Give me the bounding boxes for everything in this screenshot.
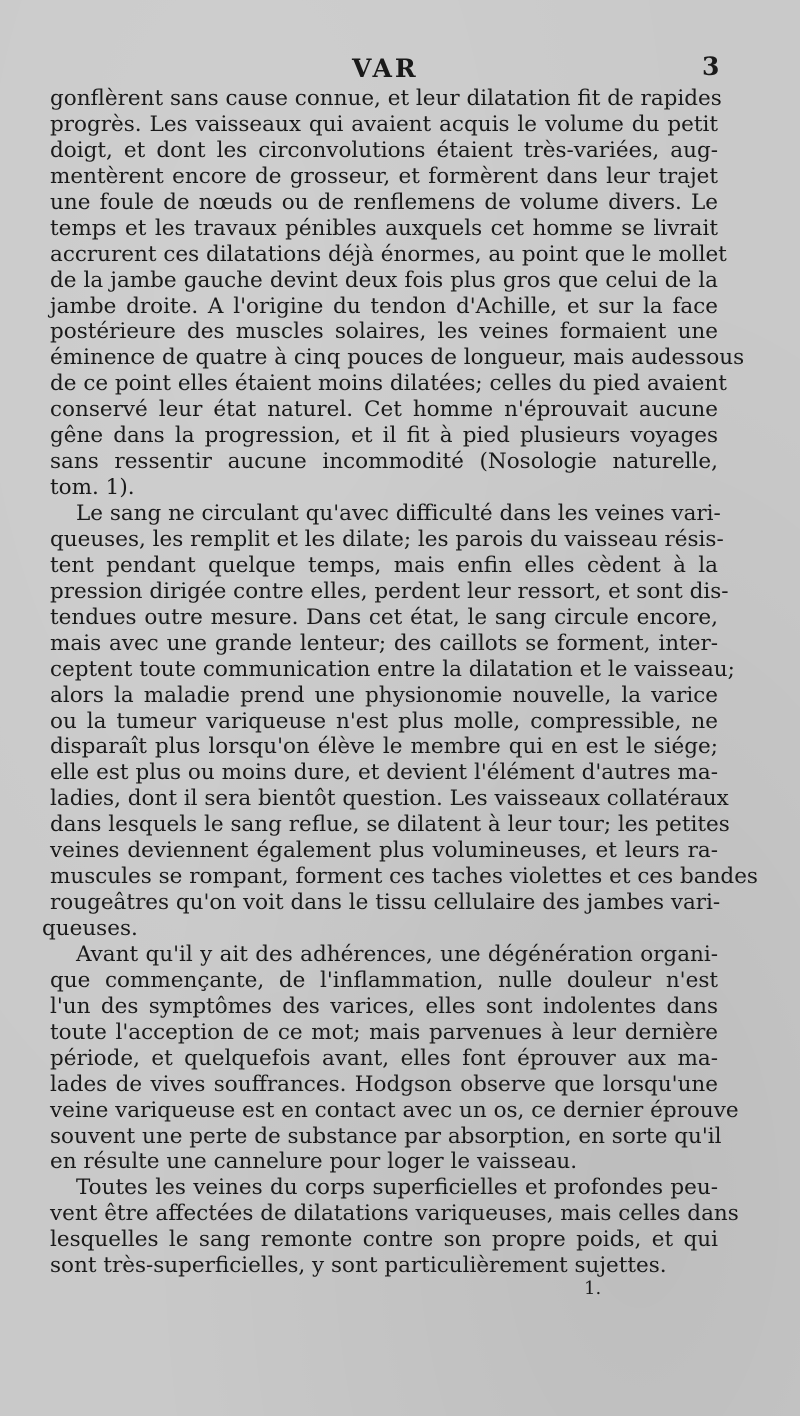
text-line: lades de vives souffrances. Hodgson observe que lorsqu'une bbox=[50, 1071, 718, 1097]
text-line: de la jambe gauche devint deux fois plus gros que celui de la bbox=[50, 267, 718, 293]
text-line: période, et quelquefois avant, elles font éprouver aux ma- bbox=[50, 1045, 718, 1071]
text-line: tom. 1). bbox=[50, 475, 135, 501]
text-line: postérieure des muscles solaires, les veines formaient une bbox=[50, 319, 718, 345]
text-line: rougeâtres qu'on voit dans le tissu cellulaire des jambes vari- bbox=[50, 890, 721, 916]
text-line: accrurent ces dilatations déjà énormes, au point que le mollet bbox=[50, 241, 727, 267]
signature-mark: 1. bbox=[584, 1278, 602, 1299]
text-line: progrès. Les vaisseaux qui avaient acquis le volume du petit bbox=[50, 111, 718, 137]
text-line: toute l'acception de ce mot; mais parvenues à leur dernière bbox=[50, 1019, 718, 1045]
text-line: ou la tumeur variqueuse n'est plus molle, compressible, ne bbox=[50, 708, 718, 734]
text-line: de ce point elles étaient moins dilatées; celles du pied avaient bbox=[50, 371, 727, 397]
text-line: veine variqueuse est en contact avec un os, ce dernier éprouve bbox=[50, 1097, 739, 1123]
text-line: queuses. bbox=[42, 916, 138, 941]
text-line: gêne dans la progression, et il fit à pied plusieurs voyages bbox=[50, 423, 718, 449]
text-line: une foule de nœuds ou de renflemens de volume divers. Le bbox=[50, 189, 718, 215]
text-line: Le sang ne circulant qu'avec difficulté dans les veines vari- bbox=[76, 501, 721, 526]
text-line: muscules se rompant, forment ces taches violettes et ces bandes bbox=[50, 864, 758, 890]
running-head bbox=[0, 52, 800, 86]
text-line: tendues outre mesure. Dans cet état, le sang circule encore, bbox=[50, 604, 718, 630]
text-line: que commençante, de l'inflammation, nulle douleur n'est bbox=[50, 967, 718, 993]
page-header-title: VAR bbox=[352, 54, 419, 83]
text-line: temps et les travaux pénibles auxquels cet homme se livrait bbox=[50, 215, 718, 241]
page-number: 3 bbox=[702, 52, 720, 81]
text-line: sans ressentir aucune incommodité (Nosologie naturelle, bbox=[50, 449, 718, 475]
text-line: veines deviennent également plus volumineuses, et leurs ra- bbox=[50, 838, 718, 864]
text-line: dans lesquels le sang reflue, se dilatent à leur tour; les petites bbox=[50, 812, 730, 838]
text-line: souvent une perte de substance par absorption, en sorte qu'il bbox=[50, 1123, 722, 1149]
text-line: sont très-superficielles, y sont particulièrement sujettes. bbox=[50, 1253, 667, 1279]
text-line: disparaît plus lorsqu'on élève le membre qui en est le siége; bbox=[50, 734, 718, 760]
text-line: l'un des symptômes des varices, elles sont indolentes dans bbox=[50, 993, 718, 1019]
text-line: vent être affectées de dilatations variqueuses, mais celles dans bbox=[50, 1201, 739, 1227]
body-text bbox=[42, 86, 758, 1279]
text-line: Avant qu'il y ait des adhérences, une dégénération organi- bbox=[76, 941, 718, 967]
text-line: mais avec une grande lenteur; des caillots se forment, inter- bbox=[50, 630, 718, 656]
text-line: tent pendant quelque temps, mais enfin elles cèdent à la bbox=[50, 552, 718, 578]
text-line: ceptent toute communication entre la dilatation et le vaisseau; bbox=[50, 656, 735, 682]
text-line: mentèrent encore de grosseur, et formèrent dans leur trajet bbox=[50, 163, 718, 189]
text-line: jambe droite. A l'origine du tendon d'Achille, et sur la face bbox=[50, 293, 718, 319]
text-line: ladies, dont il sera bientôt question. Les vaisseaux collatéraux bbox=[50, 786, 729, 812]
text-line: Toutes les veines du corps superficielles et profondes peu- bbox=[76, 1175, 718, 1201]
text-line: alors la maladie prend une physionomie nouvelle, la varice bbox=[50, 682, 718, 708]
text-line: éminence de quatre à cinq pouces de longueur, mais audessous bbox=[50, 345, 745, 371]
text-line: lesquelles le sang remonte contre son propre poids, et qui bbox=[50, 1227, 718, 1253]
text-line: doigt, et dont les circonvolutions étaient très-variées, aug- bbox=[50, 137, 718, 163]
text-line: en résulte une cannelure pour loger le vaisseau. bbox=[50, 1149, 578, 1175]
text-line: conservé leur état naturel. Cet homme n'éprouvait aucune bbox=[50, 397, 718, 423]
text-line: gonflèrent sans cause connue, et leur dilatation fit de rapides bbox=[50, 86, 722, 111]
text-line: pression dirigée contre elles, perdent leur ressort, et sont dis- bbox=[50, 578, 729, 604]
text-line: queuses, les remplit et les dilate; les parois du vaisseau résis- bbox=[50, 526, 724, 552]
text-line: elle est plus ou moins dure, et devient l'élément d'autres ma- bbox=[50, 760, 718, 786]
